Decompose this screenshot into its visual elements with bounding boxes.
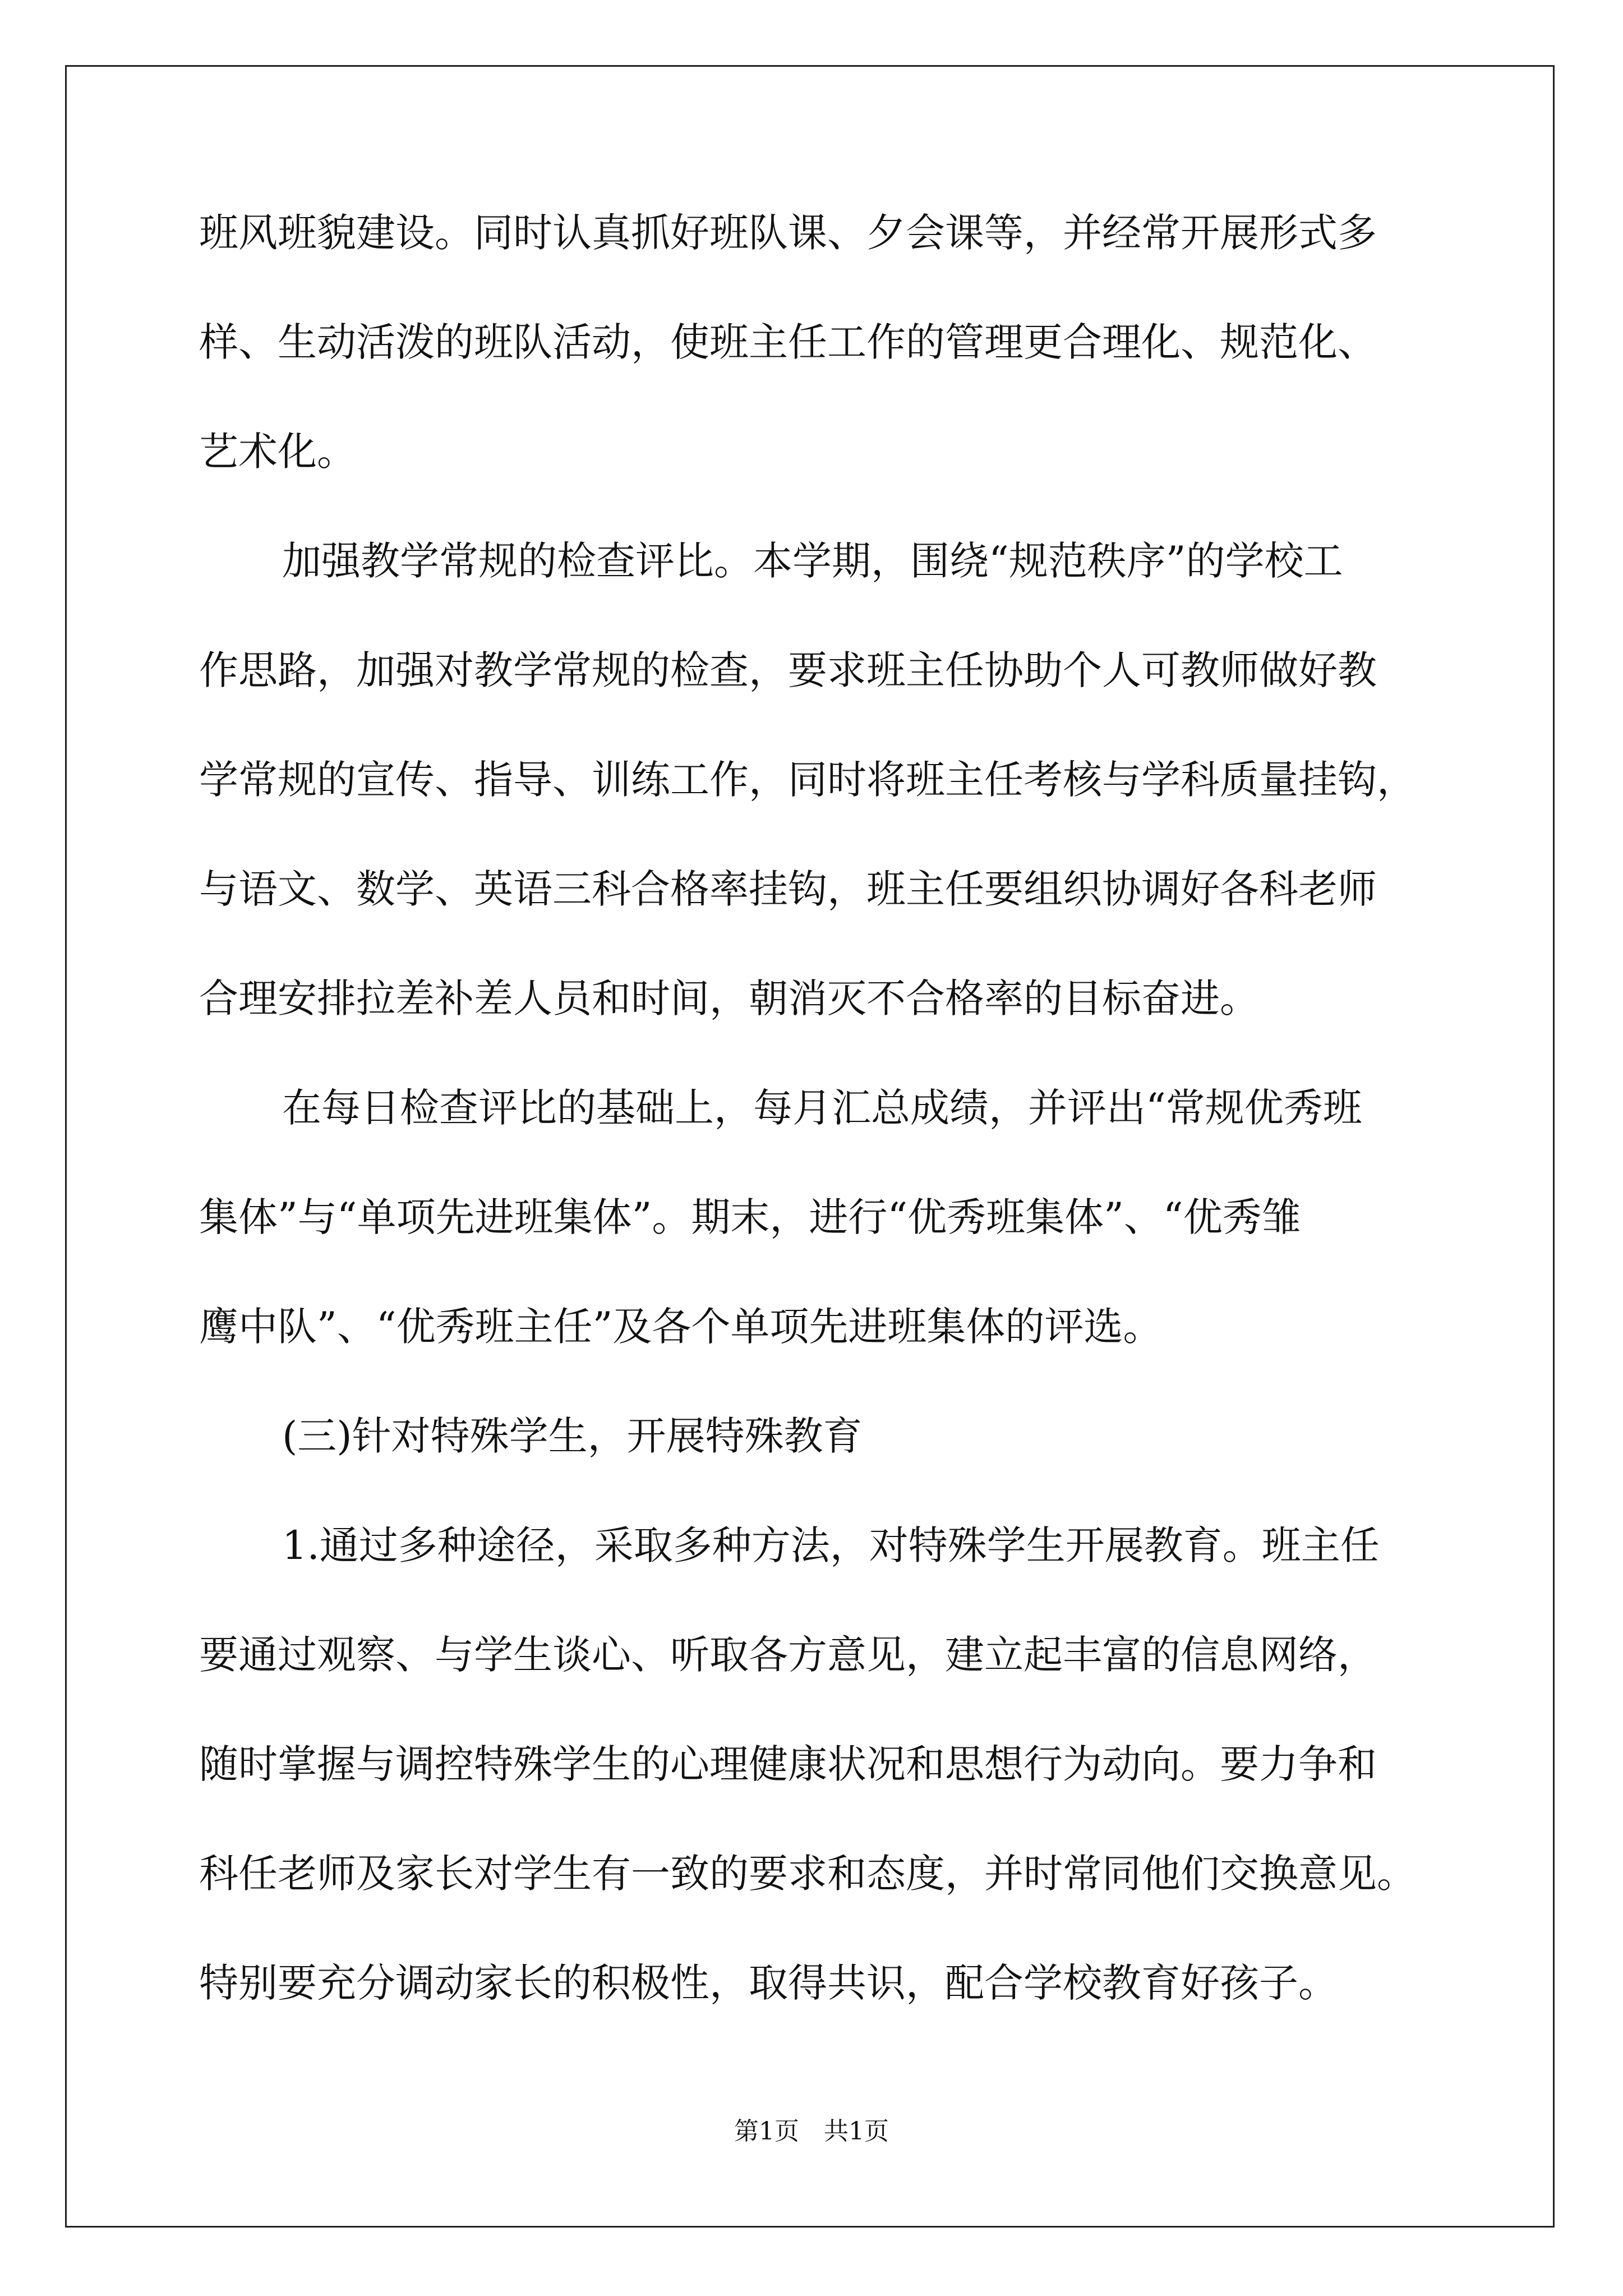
text-line: 鹰中队”、“优秀班主任”及各个单项先进班集体的评选。	[199, 1304, 1163, 1350]
text-line: 艺术化。	[199, 429, 356, 475]
document-body	[199, 205, 1455, 2064]
text-line: 班风班貌建设。同时认真抓好班队课、夕会课等，并经常开展形式多	[199, 210, 1377, 256]
text-line: 加强教学常规的检查评比。本学期，围绕“规范秩序”的学校工	[282, 538, 1343, 584]
text-line: 集体”与“单项先进班集体”。期末，进行“优秀班集体”、“优秀雏	[199, 1194, 1301, 1240]
text-line: 随时掌握与调控特殊学生的心理健康状况和思想行为动向。要力争和	[199, 1741, 1377, 1787]
text-line: 样、生动活泼的班队活动，使班主任工作的管理更合理化、规范化、	[199, 319, 1377, 365]
page-footer	[0, 2115, 1623, 2148]
text-line: 合理安排拉差补差人员和时间，朝消灭不合格率的目标奋进。	[199, 976, 1259, 1022]
section-heading: (三)针对特殊学生，开展特殊教育	[282, 1413, 863, 1459]
text-line: 作思路，加强对教学常规的检查，要求班主任协助个人可教师做好教	[199, 647, 1377, 693]
text-line: 学常规的宣传、指导、训练工作，同时将班主任考核与学科质量挂钩，	[199, 757, 1416, 803]
text-line: 科任老师及家长对学生有一致的要求和态度，并时常同他们交换意见。	[199, 1851, 1416, 1897]
page-number: 第1页	[734, 2117, 799, 2146]
text-line: 在每日检查评比的基础上，每月汇总成绩，并评出“常规优秀班	[282, 1085, 1362, 1131]
page-total: 共1页	[824, 2117, 889, 2146]
text-line: 要通过观察、与学生谈心、听取各方意见，建立起丰富的信息网络，	[199, 1632, 1377, 1678]
text-line: 1.通过多种途径，采取多种方法，对特殊学生开展教育。班主任	[282, 1522, 1380, 1568]
text-line: 特别要充分调动家长的积极性，取得共识，配合学校教育好孩子。	[199, 1960, 1338, 2006]
text-line: 与语文、数学、英语三科合格率挂钩，班主任要组织协调好各科老师	[199, 866, 1377, 912]
